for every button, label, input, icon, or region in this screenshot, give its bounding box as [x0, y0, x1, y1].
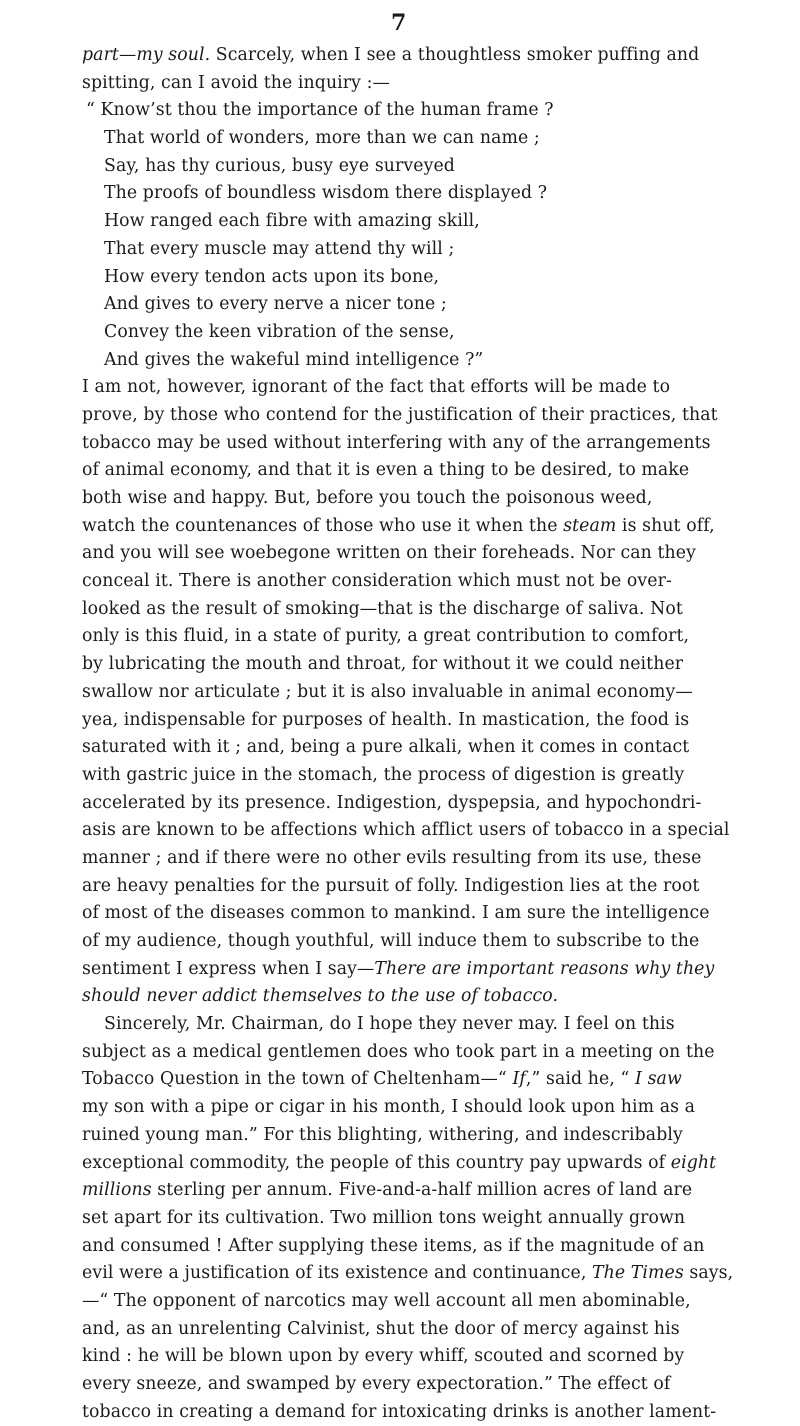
text-run: accelerated by its presence. Indigestion, dyspepsia, and hypochondri- — [82, 792, 702, 813]
text-run: every sneeze, and swamped by every expectoration.” The effect of — [82, 1374, 671, 1394]
text-run: saturated with it ; and, being a pure alkali, when it comes in contact — [82, 737, 690, 758]
text-run: That every muscle may attend thy will ; — [104, 238, 455, 259]
text-run: my son with a pipe or cigar in his month, I should look upon him as a — [82, 1097, 696, 1118]
text-run: by lubricating the mouth and throat, for without it we could neither — [82, 654, 684, 675]
italic-text: eight — [670, 1152, 717, 1173]
text-line — [82, 1177, 772, 1205]
text-run: prove, by those who contend for the justification of their practices, that — [82, 404, 718, 425]
text-line — [82, 623, 772, 651]
text-run: Tobacco Question in the town of Cheltenham—“ — [82, 1069, 513, 1090]
text-run: That world of wonders, more than we can name ; — [104, 128, 540, 149]
text-run: of animal economy, and that it is even a thing to be desired, to make — [82, 460, 690, 481]
text-run: only is this fluid, in a state of purity, a great contribution to comfort, — [82, 626, 690, 647]
text-run: “ Know’st thou the importance of the human frame ? — [86, 100, 554, 121]
text-line — [82, 900, 772, 928]
text-run: sentiment I express when I say— — [82, 958, 375, 979]
text-run: How every tendon acts upon its bone, — [104, 266, 440, 287]
text-run: is shut off, — [616, 515, 715, 536]
text-run: says, — [683, 1263, 734, 1284]
text-line — [82, 1371, 772, 1399]
italic-text: There are important reasons why they — [374, 958, 715, 979]
text-run: watch the countenances of those who use it when the — [82, 515, 564, 536]
text-run: swallow nor articulate ; but it is also invaluable in animal economy— — [82, 681, 693, 702]
verse-line — [82, 208, 772, 236]
italic-text: should never addict themselves to the use of tobacco. — [82, 986, 559, 1007]
text-run: Scarcely, when I see a thoughtless smoker puffing and — [210, 45, 700, 65]
text-line — [82, 734, 772, 762]
text-run: conceal it. There is another consideration which must not be over- — [82, 571, 672, 592]
text-line — [82, 956, 772, 984]
italic-text: I saw — [635, 1069, 682, 1090]
text-line — [82, 596, 772, 624]
text-line — [82, 1011, 772, 1039]
text-line — [82, 790, 772, 818]
text-line — [82, 1150, 772, 1178]
text-line — [82, 679, 772, 707]
text-run: are heavy penalties for the pursuit of folly. Indigestion lies at the root — [82, 875, 700, 896]
text-run: and, as an unrelenting Calvinist, shut the door of mercy against his — [82, 1318, 680, 1339]
text-run: ruined young man.” For this blighting, withering, and indescribably — [82, 1124, 683, 1145]
text-run: set apart for its cultivation. Two million tons weight annually grown — [82, 1207, 686, 1228]
text-run: and consumed ! After supplying these items, as if the magnitude of an — [82, 1235, 705, 1256]
text-line — [82, 1399, 772, 1426]
text-run: asis are known to be affections which afflict users of tobacco in a special — [82, 820, 730, 841]
text-run: both wise and happy. But, before you touch the poisonous weed, — [82, 488, 653, 508]
text-line — [82, 430, 772, 458]
text-run: kind : he will be blown upon by every whiff, scouted and scorned by — [82, 1346, 685, 1367]
page-text — [82, 42, 772, 1426]
text-line — [82, 1122, 772, 1150]
text-line — [82, 983, 772, 1011]
text-run: and you will see woebegone written on their foreheads. Nor can they — [82, 543, 696, 564]
text-run: subject as a medical gentlemen does who took part in a meeting on the — [82, 1041, 715, 1062]
text-line — [82, 374, 772, 402]
text-line — [82, 1288, 772, 1316]
text-run: And gives the wakeful mind intelligence ?” — [104, 349, 484, 370]
text-line — [82, 513, 772, 541]
text-run: And gives to every nerve a nicer tone ; — [104, 294, 447, 315]
text-run: —“ The opponent of narcotics may well account all men abominable, — [82, 1290, 691, 1311]
verse-line — [82, 97, 772, 125]
italic-text: The Times — [592, 1263, 684, 1284]
page-number: 7 — [391, 10, 407, 36]
text-line — [82, 707, 772, 735]
text-line — [82, 485, 772, 513]
text-run: The proofs of boundless wisdom there displayed ? — [104, 183, 548, 204]
text-run: yea, indispensable for purposes of health. In mastication, the food is — [82, 709, 690, 730]
verse-line — [82, 291, 772, 319]
text-run: looked as the result of smoking—that is the discharge of saliva. Not — [82, 598, 683, 619]
verse-line — [82, 180, 772, 208]
italic-text: millions — [82, 1180, 152, 1201]
text-line — [82, 568, 772, 596]
verse-line — [82, 319, 772, 347]
text-line — [82, 1205, 772, 1233]
text-line — [82, 928, 772, 956]
text-run: Convey the keen vibration of the sense, — [104, 321, 455, 342]
verse-line — [82, 236, 772, 264]
italic-text: If — [512, 1069, 526, 1090]
text-run: sterling per annum. Five-and-a-half million acres of land are — [151, 1180, 693, 1201]
text-line — [82, 70, 772, 98]
text-line — [82, 1039, 772, 1067]
text-line — [82, 873, 772, 901]
verse-line — [82, 264, 772, 292]
verse-line — [82, 153, 772, 181]
text-line — [82, 402, 772, 430]
text-line — [82, 845, 772, 873]
text-line — [82, 651, 772, 679]
text-line — [82, 540, 772, 568]
text-run: of my audience, though youthful, will induce them to subscribe to the — [82, 931, 700, 951]
text-line — [82, 1260, 772, 1288]
text-run: evil were a justification of its existence and continuance, — [82, 1263, 593, 1284]
text-run: Sincerely, Mr. Chairman, do I hope they never may. I feel on this — [104, 1014, 675, 1035]
italic-text: steam — [563, 515, 617, 536]
text-line — [82, 1343, 772, 1371]
text-line — [82, 762, 772, 790]
text-run: Say, has thy curious, busy eye surveyed — [104, 155, 455, 176]
verse-line — [82, 125, 772, 153]
text-run: of most of the diseases common to mankind. I am sure the intelligence — [82, 903, 710, 924]
text-line — [82, 817, 772, 845]
verse-line — [82, 347, 772, 375]
text-run: spitting, can I avoid the inquiry :— — [82, 72, 390, 93]
text-line — [82, 1094, 772, 1122]
text-run: with gastric juice in the stomach, the process of digestion is greatly — [82, 764, 685, 785]
text-line — [82, 42, 772, 70]
text-line — [82, 1233, 772, 1261]
text-line — [82, 1066, 772, 1094]
text-run: I am not, however, ignorant of the fact that efforts will be made to — [82, 377, 671, 398]
text-run: manner ; and if there were no other evils resulting from its use, these — [82, 847, 702, 868]
text-line — [82, 457, 772, 485]
text-run: tobacco in creating a demand for intoxicating drinks is another lament- — [82, 1401, 717, 1422]
text-run: tobacco may be used without interfering with any of the arrangements — [82, 432, 711, 453]
text-line — [82, 1316, 772, 1344]
italic-text: part—my soul. — [82, 45, 211, 65]
text-run: ,” said he, “ — [525, 1069, 636, 1090]
text-run: exceptional commodity, the people of this country pay upwards of — [82, 1152, 671, 1173]
text-run: How ranged each fibre with amazing skill, — [104, 211, 480, 232]
